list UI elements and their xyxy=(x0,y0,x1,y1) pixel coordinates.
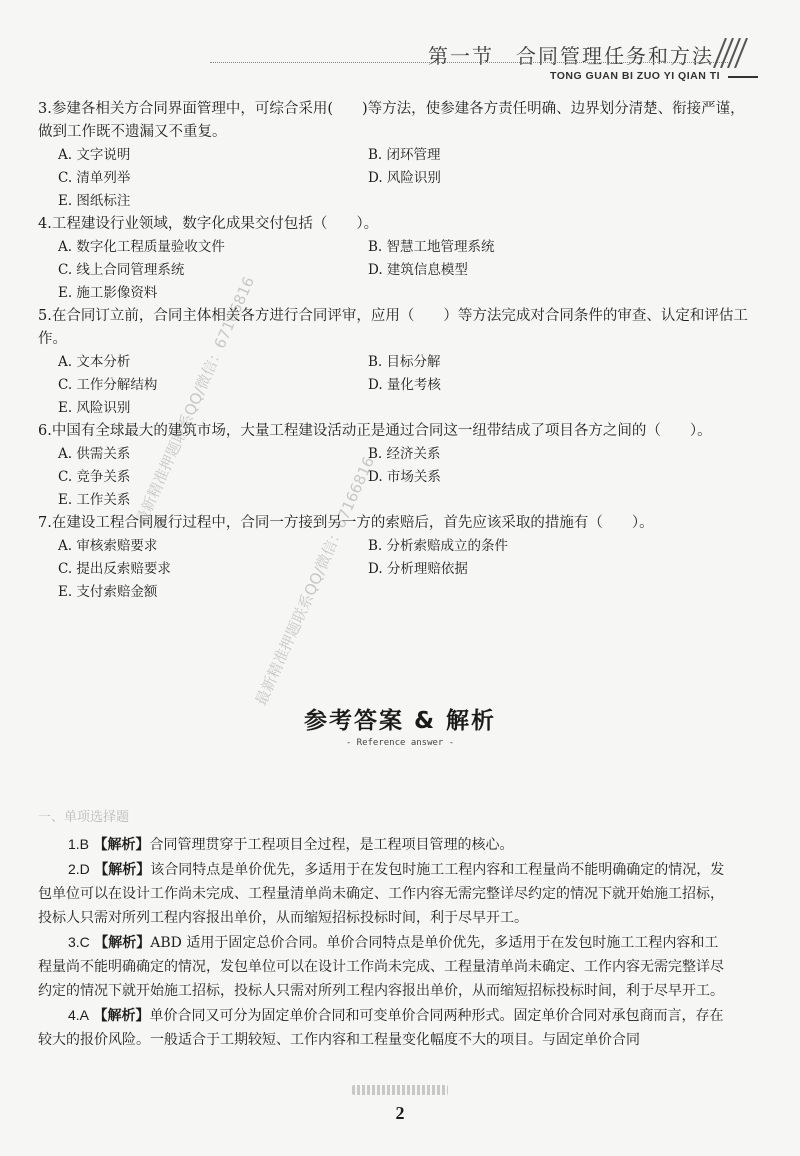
question-list xyxy=(38,98,758,604)
answer-text: 单价合同又可分为固定单价合同和可变单价合同两种形式。固定单价合同对承包商而言，存在较大的报价风险。一般适合于工期较短、工作内容和工程量变化幅度不大的项目。与固定单价合同 xyxy=(38,1008,724,1048)
chapter-title: 第一节 合同管理任务和方法 xyxy=(428,44,714,68)
answer-text: 合同管理贯穿于工程项目全过程，是工程项目管理的核心。 xyxy=(149,837,514,853)
question-stem: 4.工程建设行业领域，数字化成果交付包括（ ）。 xyxy=(38,216,379,232)
watermark-text: 最新精准押题联系QQ/微信：67166816 xyxy=(131,274,259,529)
option-e: E. 图纸标注 xyxy=(58,193,131,209)
answer-text: ABD 适用于固定总价合同。单价合同特点是单价优先，多适用于在发包时施工工程内容和工程量尚不能明确确定的情况，发包单位可以在设计工作尚未完成、工程量清单尚未确定、工作内容无需完整详尽约定的情况下就开始施工招标，投标人只需对所列工程内容报出单价，从而缩短招标投标时间，利于尽早开工。 xyxy=(38,935,724,999)
option-c: C. 清单列举 xyxy=(58,170,131,186)
option-a: A. 数字化工程质量验收文件 xyxy=(58,239,225,255)
option-d: D. 市场关系 xyxy=(368,469,441,485)
option-a: A. 审核索赔要求 xyxy=(58,538,158,554)
answer-number: 1.B xyxy=(68,836,90,852)
option-d: D. 风险识别 xyxy=(368,170,441,186)
answer-section-title: 参考答案 & 解析 xyxy=(303,708,497,734)
answer-text: 该合同特点是单价优先，多适用于在发包时施工工程内容和工程量尚不能明确确定的情况，发包单位可以在设计工作尚未完成、工程量清单尚未确定、工作内容无需完整详尽约定的情况下就开始施工招标，投标人只需对所列工程内容报出单价，从而缩短招标投标时间，利于尽早开工。 xyxy=(38,862,725,926)
analysis-tag: 【解析】 xyxy=(94,935,151,951)
option-d: D. 量化考核 xyxy=(368,377,441,393)
question-stem: 3.参建各相关方合同界面管理中，可综合采用( )等方法，使参建各方责任明确、边界划分清楚、衔接严谨，做到工作既不遗漏又不重复。 xyxy=(38,101,745,140)
option-d: D. 建筑信息模型 xyxy=(368,262,468,278)
question-3 xyxy=(38,98,758,213)
answer-section-subtitle: - Reference answer - xyxy=(345,738,455,748)
question-5 xyxy=(38,305,758,420)
option-b: B. 分析索赔成立的条件 xyxy=(368,538,509,554)
answer-number: 3.C xyxy=(68,934,90,950)
option-e: E. 施工影像资料 xyxy=(58,285,158,301)
question-stem: 7.在建设工程合同履行过程中，合同一方接到另一方的索赔后，首先应该采取的措施有（ ）。 xyxy=(38,515,654,531)
option-grid xyxy=(38,351,758,420)
section-label: 一、单项选择题 xyxy=(38,810,130,825)
question-4 xyxy=(38,213,758,305)
header-rule xyxy=(728,76,758,78)
option-c: C. 提出反索赔要求 xyxy=(58,561,171,577)
header-hatch-decoration xyxy=(708,38,752,68)
option-b: B. 闭环管理 xyxy=(368,147,441,163)
analysis-tag: 【解析】 xyxy=(93,837,150,853)
footer-decoration xyxy=(352,1085,448,1095)
option-c: C. 竞争关系 xyxy=(58,469,131,485)
page-number: 2 xyxy=(395,1103,405,1123)
option-grid xyxy=(38,535,758,604)
answer-list xyxy=(38,832,728,1052)
answer-number: 2.D xyxy=(68,861,90,877)
option-c: C. 线上合同管理系统 xyxy=(58,262,185,278)
answer-number: 4.A xyxy=(68,1007,90,1023)
option-b: B. 经济关系 xyxy=(368,446,441,462)
option-e: E. 风险识别 xyxy=(58,400,131,416)
option-b: B. 智慧工地管理系统 xyxy=(368,239,495,255)
option-grid xyxy=(38,236,758,305)
header-pinyin-subtitle: TONG GUAN BI ZUO YI QIAN TI xyxy=(550,70,721,82)
analysis-tag: 【解析】 xyxy=(93,1008,150,1024)
option-a: A. 文本分析 xyxy=(58,354,131,370)
answer-item xyxy=(38,930,728,1003)
option-e: E. 支付索赔金额 xyxy=(58,584,158,600)
answer-item xyxy=(38,857,728,930)
answer-item xyxy=(38,1003,728,1052)
analysis-tag: 【解析】 xyxy=(94,862,151,878)
option-d: D. 分析理赔依据 xyxy=(368,561,468,577)
question-stem: 6.中国有全球最大的建筑市场，大量工程建设活动正是通过合同这一纽带结成了项目各方之间的（ ）。 xyxy=(38,423,712,439)
option-c: C. 工作分解结构 xyxy=(58,377,158,393)
watermark-text: 最新精准押题联系QQ/微信：67166816 xyxy=(251,454,379,709)
option-b: B. 目标分解 xyxy=(368,354,441,370)
header-dotted-rule xyxy=(210,62,730,64)
option-e: E. 工作关系 xyxy=(58,492,131,508)
option-a: A. 供需关系 xyxy=(58,446,131,462)
option-a: A. 文字说明 xyxy=(58,147,131,163)
option-grid xyxy=(38,144,758,213)
answer-item xyxy=(38,832,728,857)
question-stem: 5.在合同订立前，合同主体相关各方进行合同评审，应用（ ）等方法完成对合同条件的审查、认定和评估工作。 xyxy=(38,308,748,347)
